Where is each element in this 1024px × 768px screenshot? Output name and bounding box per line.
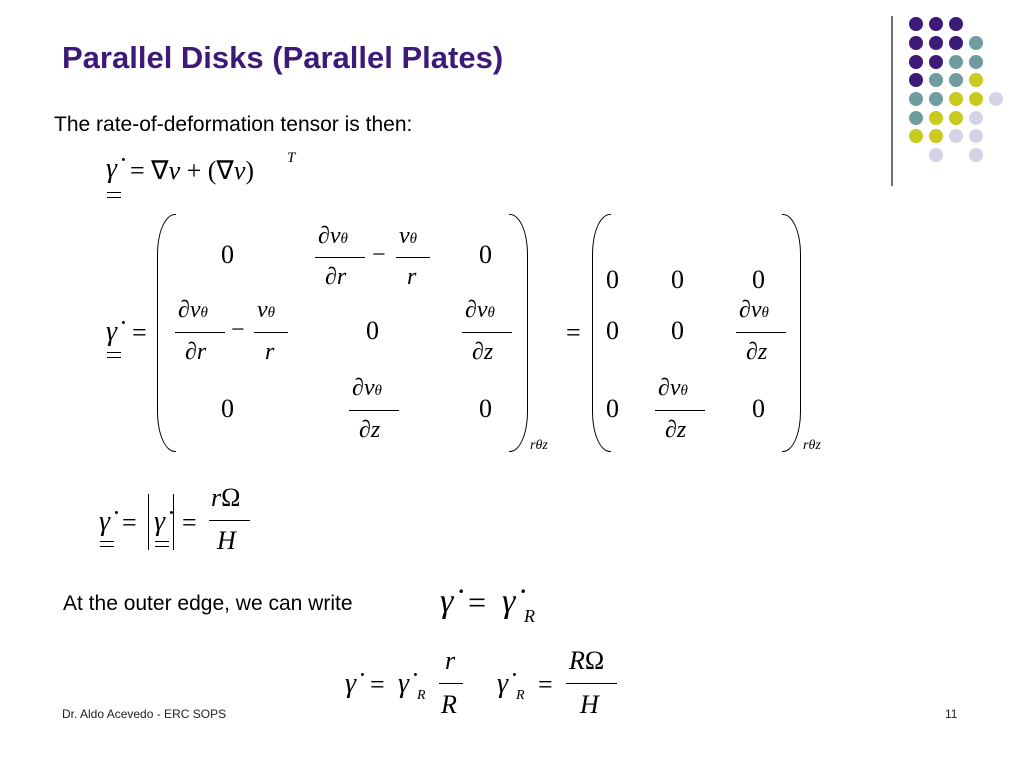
slide-title: Parallel Disks (Parallel Plates) [62,40,504,75]
vertical-divider [891,16,893,186]
outer-edge-text: At the outer edge, we can write [63,592,353,615]
page-number: 11 [945,707,958,721]
footer-author: Dr. Aldo Acevedo - ERC SOPS [62,707,227,721]
intro-text: The rate-of-deformation tensor is then: [54,113,413,136]
